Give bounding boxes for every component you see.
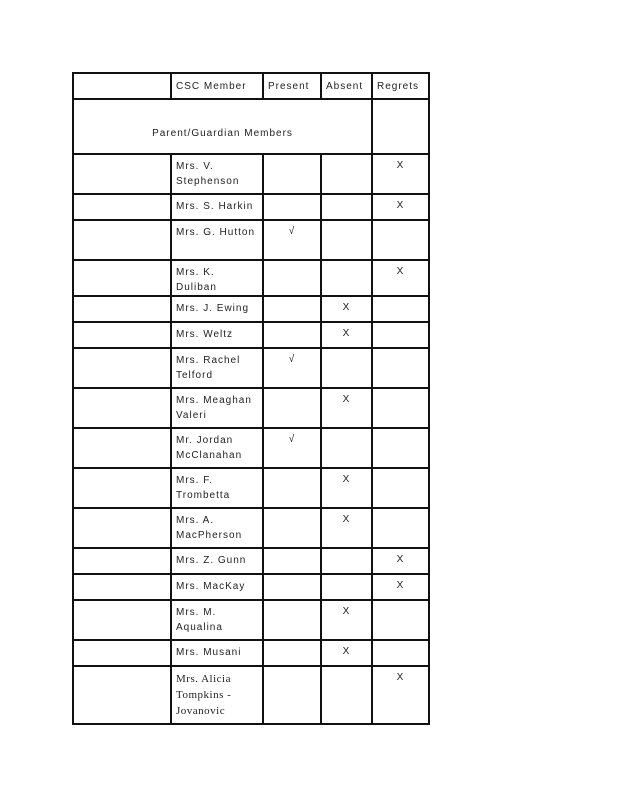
- member-name-cell: [171, 548, 263, 574]
- present-cell: [263, 600, 321, 640]
- row-blank-cell: [73, 322, 171, 348]
- present-cell: [263, 194, 321, 220]
- member-name-cell: [171, 388, 263, 428]
- table-row: [73, 194, 429, 220]
- table-row: [73, 600, 429, 640]
- row-blank-cell: [73, 600, 171, 640]
- absent-cell: [321, 388, 372, 428]
- attendance-table: [72, 72, 430, 725]
- regrets-cell: [372, 388, 429, 428]
- member-name-cell: [171, 574, 263, 600]
- present-mark: √: [288, 354, 296, 365]
- row-blank-cell: [73, 428, 171, 468]
- member-name: Mrs. K. Duliban: [176, 267, 217, 293]
- present-cell: [263, 260, 321, 296]
- regrets-mark: X: [396, 554, 405, 565]
- present-cell: [263, 428, 321, 468]
- row-blank-cell: [73, 574, 171, 600]
- absent-cell: [321, 640, 372, 666]
- present-cell: [263, 666, 321, 724]
- member-name-cell: [171, 322, 263, 348]
- present-cell: [263, 388, 321, 428]
- regrets-cell: [372, 296, 429, 322]
- absent-mark: X: [342, 302, 351, 313]
- header-blank-cell: [73, 73, 171, 99]
- member-name: Mrs. Musani: [176, 647, 242, 658]
- section-row: [73, 99, 429, 154]
- row-blank-cell: [73, 548, 171, 574]
- present-cell: [263, 640, 321, 666]
- regrets-cell: [372, 548, 429, 574]
- table-row: [73, 296, 429, 322]
- absent-mark: X: [342, 394, 351, 405]
- present-mark: √: [288, 226, 296, 237]
- regrets-cell: [372, 220, 429, 260]
- member-name: Mrs. A. MacPherson: [176, 515, 243, 541]
- member-name: Mrs. J. Ewing: [176, 303, 250, 314]
- regrets-mark: X: [396, 200, 405, 211]
- regrets-cell: [372, 600, 429, 640]
- member-name-cell: [171, 154, 263, 194]
- regrets-cell: [372, 428, 429, 468]
- row-blank-cell: [73, 468, 171, 508]
- absent-cell: [321, 468, 372, 508]
- regrets-mark: X: [396, 266, 405, 277]
- member-name-cell: [171, 296, 263, 322]
- member-name: Mrs. Rachel Telford: [176, 355, 241, 381]
- member-name-cell: [171, 508, 263, 548]
- row-blank-cell: [73, 388, 171, 428]
- row-blank-cell: [73, 296, 171, 322]
- absent-mark: X: [342, 606, 351, 617]
- regrets-cell: [372, 322, 429, 348]
- absent-cell: [321, 666, 372, 724]
- member-name-cell: [171, 260, 263, 296]
- table-row: [73, 574, 429, 600]
- table-row: [73, 468, 429, 508]
- member-name-cell: [171, 428, 263, 468]
- regrets-cell: [372, 666, 429, 724]
- row-blank-cell: [73, 220, 171, 260]
- member-name-cell: [171, 220, 263, 260]
- present-cell: [263, 220, 321, 260]
- present-cell: [263, 296, 321, 322]
- member-name: Mrs. V. Stephenson: [176, 161, 240, 187]
- absent-cell: [321, 548, 372, 574]
- member-name-cell: [171, 666, 263, 724]
- member-name-cell: [171, 640, 263, 666]
- regrets-cell: [372, 468, 429, 508]
- member-name: Mrs. F. Trombetta: [176, 475, 231, 501]
- table-row: [73, 220, 429, 260]
- absent-cell: [321, 296, 372, 322]
- header-present: Present: [263, 73, 321, 99]
- header-row: [73, 73, 429, 99]
- member-name: Mrs. G. Hutton: [176, 227, 256, 238]
- member-name: Mrs. Z. Gunn: [176, 555, 247, 566]
- absent-mark: X: [342, 474, 351, 485]
- table-row: [73, 666, 429, 724]
- member-name: Mrs. Weltz: [176, 329, 234, 340]
- header-regrets: Regrets: [372, 73, 429, 99]
- absent-cell: [321, 260, 372, 296]
- table-row: [73, 348, 429, 388]
- table-row: [73, 640, 429, 666]
- row-blank-cell: [73, 348, 171, 388]
- present-cell: [263, 322, 321, 348]
- regrets-cell: [372, 194, 429, 220]
- absent-mark: X: [342, 514, 351, 525]
- header-member: CSC Member: [171, 73, 263, 99]
- absent-cell: [321, 194, 372, 220]
- row-blank-cell: [73, 154, 171, 194]
- table-row: [73, 154, 429, 194]
- absent-cell: [321, 574, 372, 600]
- member-name: Mrs. Alicia Tompkins - Jovanovic: [176, 673, 232, 717]
- row-blank-cell: [73, 640, 171, 666]
- absent-mark: X: [342, 328, 351, 339]
- present-cell: [263, 574, 321, 600]
- regrets-cell: [372, 508, 429, 548]
- regrets-cell: [372, 640, 429, 666]
- table-row: [73, 548, 429, 574]
- member-name: Mrs. S. Harkin: [176, 201, 254, 212]
- absent-mark: X: [342, 646, 351, 657]
- absent-cell: [321, 428, 372, 468]
- regrets-cell: [372, 154, 429, 194]
- table-row: [73, 260, 429, 296]
- absent-cell: [321, 220, 372, 260]
- member-name: Mrs. MacKay: [176, 581, 246, 592]
- member-name: Mrs. M. Aqualina: [176, 607, 223, 633]
- regrets-cell: [372, 348, 429, 388]
- present-cell: [263, 508, 321, 548]
- present-cell: [263, 468, 321, 508]
- member-name: Mr. Jordan McClanahan: [176, 435, 243, 461]
- present-mark: √: [288, 434, 296, 445]
- section-regrets-cell: [372, 99, 429, 154]
- table-row: [73, 428, 429, 468]
- absent-cell: [321, 322, 372, 348]
- present-cell: [263, 348, 321, 388]
- header-absent: Absent: [321, 73, 372, 99]
- absent-cell: [321, 600, 372, 640]
- row-blank-cell: [73, 260, 171, 296]
- row-blank-cell: [73, 666, 171, 724]
- member-name-cell: [171, 194, 263, 220]
- member-name-cell: [171, 348, 263, 388]
- member-name-cell: [171, 600, 263, 640]
- absent-cell: [321, 508, 372, 548]
- regrets-mark: X: [396, 580, 405, 591]
- section-title: Parent/Guardian Members: [73, 99, 372, 154]
- member-name: Mrs. Meaghan Valeri: [176, 395, 252, 421]
- regrets-cell: [372, 260, 429, 296]
- regrets-mark: X: [396, 160, 405, 171]
- present-cell: [263, 548, 321, 574]
- absent-cell: [321, 154, 372, 194]
- row-blank-cell: [73, 194, 171, 220]
- regrets-mark: X: [396, 672, 405, 683]
- regrets-cell: [372, 574, 429, 600]
- table-row: [73, 508, 429, 548]
- table-row: [73, 388, 429, 428]
- table-row: [73, 322, 429, 348]
- absent-cell: [321, 348, 372, 388]
- present-cell: [263, 154, 321, 194]
- member-name-cell: [171, 468, 263, 508]
- row-blank-cell: [73, 508, 171, 548]
